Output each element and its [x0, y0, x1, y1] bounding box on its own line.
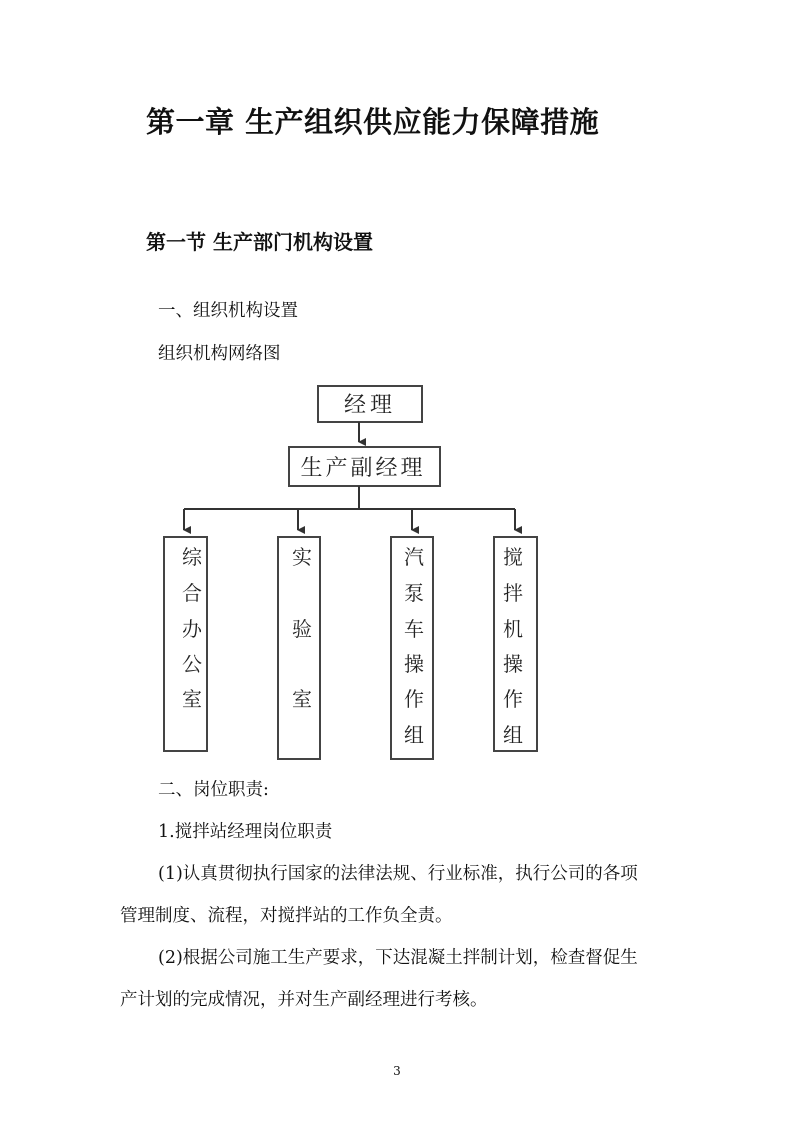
svg-text:操: 操	[404, 652, 424, 676]
page-number: 3	[393, 1064, 401, 1078]
svg-text:拌: 拌	[503, 581, 523, 605]
heading-job-duties: 二、岗位职责:	[158, 780, 269, 800]
svg-text:验: 验	[292, 617, 312, 641]
item-manager-duties-title: 1.搅拌站经理岗位职责	[158, 822, 333, 842]
svg-text:合: 合	[182, 581, 202, 605]
duty-1-line-1: (1)认真贯彻执行国家的法律法规、行业标准，执行公司的各项	[158, 864, 638, 884]
svg-text:实: 实	[292, 545, 312, 569]
svg-text:公: 公	[182, 652, 202, 676]
svg-text:操: 操	[503, 652, 523, 676]
org-label-manager: 经理	[343, 393, 397, 418]
org-label-deputy: 生产副经理	[300, 456, 426, 481]
subheading-org-setup: 一、组织机构设置	[158, 301, 298, 321]
org-box-dept-4	[494, 537, 537, 751]
svg-text:搅: 搅	[503, 545, 523, 569]
svg-text:办: 办	[182, 617, 202, 641]
svg-text:汽: 汽	[404, 545, 424, 569]
org-box-dept-1	[164, 537, 207, 751]
subheading-org-chart: 组织机构网络图	[158, 344, 281, 364]
org-box-dept-2	[278, 537, 320, 759]
duty-1-line-2: 管理制度、流程，对搅拌站的工作负全责。	[120, 906, 453, 926]
svg-text:作: 作	[503, 687, 523, 711]
svg-text:组: 组	[404, 723, 424, 747]
svg-text:组: 组	[503, 723, 523, 747]
svg-text:综: 综	[182, 545, 202, 569]
duty-2-line-2: 产计划的完成情况，并对生产副经理进行考核。	[120, 990, 488, 1010]
svg-text:作: 作	[404, 687, 424, 711]
chapter-title: 第一章 生产组织供应能力保障措施	[146, 105, 600, 139]
svg-text:室: 室	[292, 687, 312, 711]
svg-text:泵: 泵	[404, 581, 424, 605]
section-title: 第一节 生产部门机构设置	[146, 230, 373, 254]
svg-text:车: 车	[404, 617, 424, 641]
svg-text:室: 室	[182, 687, 202, 711]
duty-2-line-1: (2)根据公司施工生产要求，下达混凝土拌制计划，检查督促生	[158, 948, 638, 968]
svg-text:机: 机	[503, 617, 523, 641]
